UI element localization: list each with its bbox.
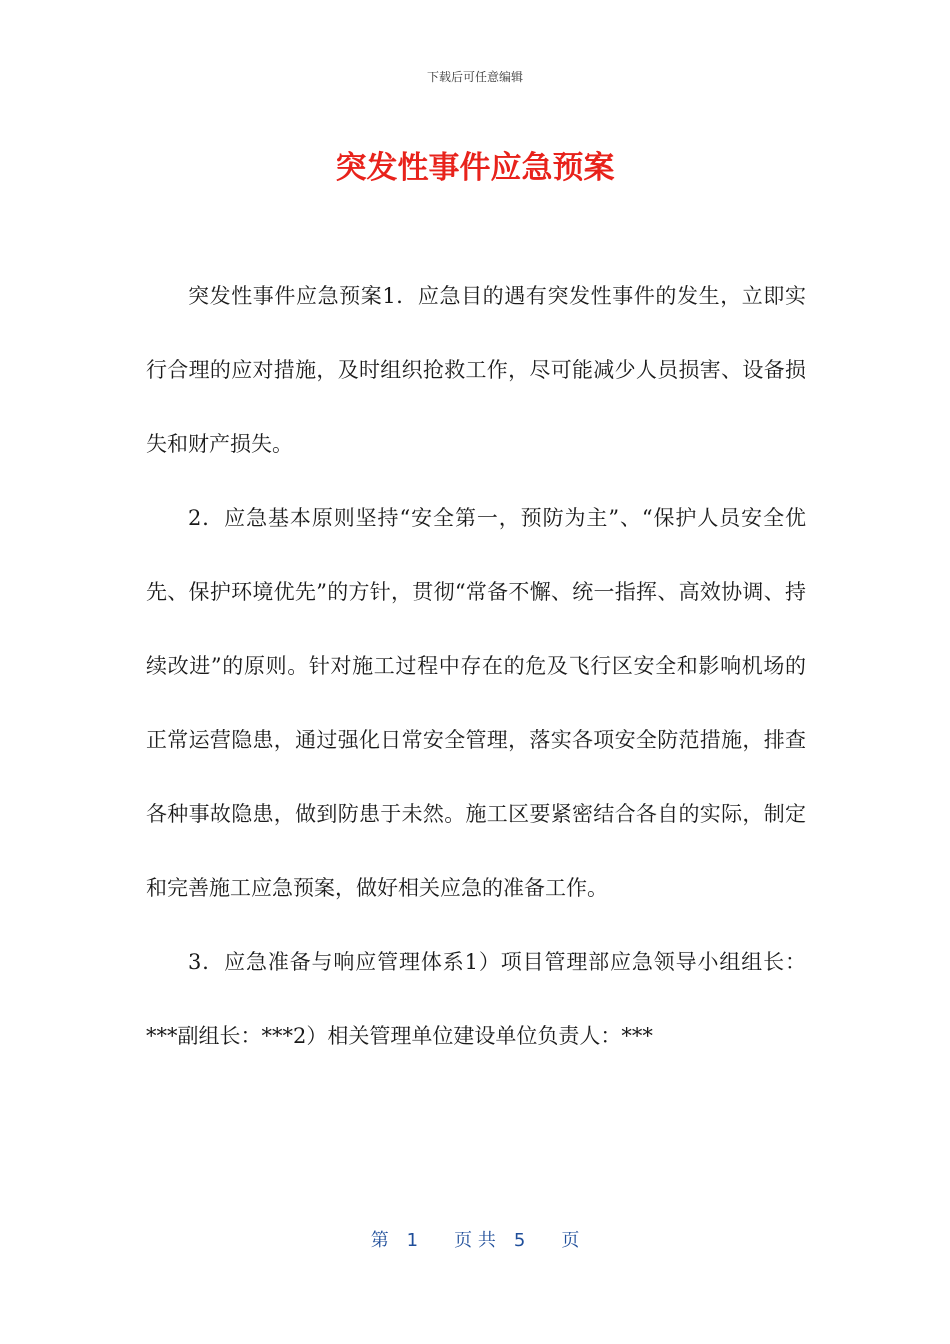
paragraph-3: 3．应急准备与响应管理体系1）项目管理部应急领导小组组长：***副组长：***2）相关管理单位建设单位负责人：*** [146,950,806,1048]
paragraph-2: 2．应急基本原则坚持“安全第一，预防为主”、“保护人员安全优先、保护环境优先”的方针，贯彻“常备不懈、统一指挥、高效协调、持续改进”的原则。针对施工过程中存在的危及飞行区安全和影响机场的正常运营隐患，通过强化日常安全管理，落实各项安全防范措施，排查各种事故隐患，做到防患于未然。施工区要紧密结合各自的实际，制定和完善施工应急预案，做好相关应急的准备工作。 [146,506,806,900]
paragraph-1: 突发性事件应急预案1．应急目的遇有突发性事件的发生，立即实行合理的应对措施，及时组织抢救工作，尽可能减少人员损害、设备损失和财产损失。 [146,284,806,456]
document-title: 突发性事件应急预案 [335,150,615,186]
page-number-footer: 第 1 页 共 5 页 [370,1230,580,1251]
document-body [146,259,806,1073]
page-header-note: 下载后可任意编辑 [426,70,523,84]
